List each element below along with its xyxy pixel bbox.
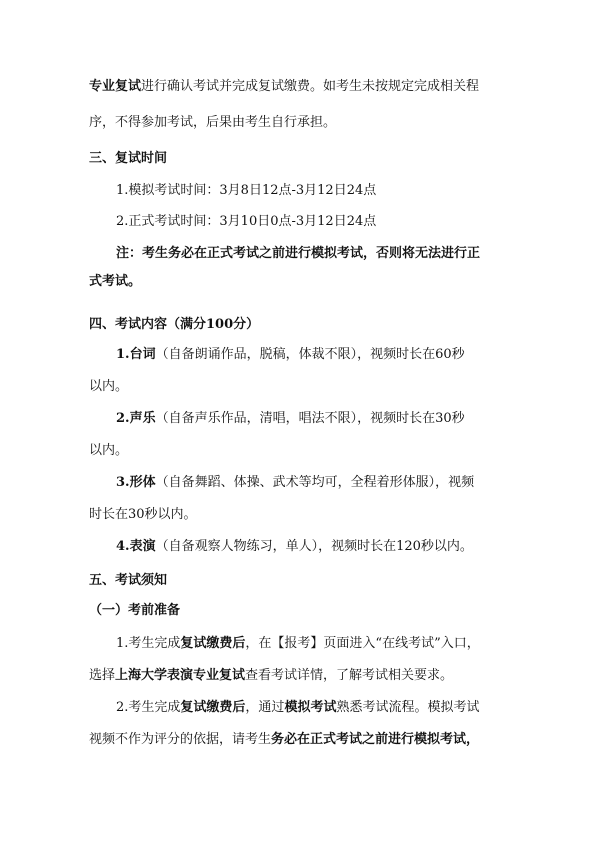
section-4-heading: 四、考试内容（满分100分） xyxy=(89,317,260,332)
s4-item-4 xyxy=(116,539,516,555)
text-run: ，通过 xyxy=(245,700,285,715)
s3-note-line-1: 注：考生务必在正式考试之前进行模拟考试，否则将无法进行正 xyxy=(116,246,481,261)
bold-phrase: 专业复试 xyxy=(89,79,142,94)
s4-item-3-line-2: 时长在30秒以内。 xyxy=(89,507,197,522)
section-5-heading: 五、考试须知 xyxy=(89,573,168,588)
s4-item-2-line-1 xyxy=(116,411,516,427)
item-title: 3.形体 xyxy=(116,475,156,490)
text-run: 视频不作为评分的依据，请考生 xyxy=(89,732,272,747)
item-text: （自备朗诵作品，脱稿，体裁不限），视频时长在60秒 xyxy=(155,347,465,362)
s4-item-1-line-1 xyxy=(116,347,516,363)
s5-para-2-line-1 xyxy=(116,700,516,716)
item-text: （自备声乐作品，清唱，唱法不限），视频时长在30秒 xyxy=(155,411,465,426)
s4-item-2-line-2: 以内。 xyxy=(89,443,129,458)
text-run: ，在【报考】页面进入“在线考试”入口， xyxy=(245,636,480,651)
s3-item-2: 2.正式考试时间：3月10日0点-3月12日24点 xyxy=(116,214,377,229)
item-title: 4.表演 xyxy=(116,539,156,554)
bold-phrase: 务必在正式考试之前进行模拟考试， xyxy=(271,732,480,747)
item-text: （自备舞蹈、体操、武术等均可，全程着形体服），视频 xyxy=(155,475,475,490)
s4-item-3-line-1 xyxy=(116,475,516,491)
s3-item-1: 1.模拟考试时间：3月8日12点-3月12日24点 xyxy=(116,183,377,198)
s5-para-2-line-2 xyxy=(89,732,509,748)
s5-para-1-line-1 xyxy=(116,636,516,652)
item-title: 1.台词 xyxy=(116,347,156,362)
s4-item-1-line-2: 以内。 xyxy=(89,379,129,394)
section-3-heading: 三、复试时间 xyxy=(89,151,168,166)
item-title: 2.声乐 xyxy=(116,411,156,426)
text-run: 熟悉考试流程。模拟考试 xyxy=(336,700,480,715)
bold-phrase: 上海大学表演专业复试 xyxy=(115,668,246,683)
s3-note-line-2: 式考试。 xyxy=(89,274,142,289)
bold-phrase: 复试缴费后 xyxy=(180,700,246,715)
para-1-line-2: 序，不得参加考试，后果由考生自行承担。 xyxy=(89,115,337,130)
item-text: （自备观察人物练习，单人），视频时长在120秒以内。 xyxy=(155,539,473,554)
bold-phrase: 复试缴费后 xyxy=(180,636,246,651)
text-run: 进行确认考试并完成复试缴费。如考生未按规定完成相关程 xyxy=(141,79,480,94)
text-run: 2.考生完成 xyxy=(116,700,181,715)
section-5-subheading: （一）考前准备 xyxy=(89,603,181,618)
para-1-line-1 xyxy=(89,79,509,95)
text-run: 1.考生完成 xyxy=(116,636,181,651)
bold-phrase: 模拟考试 xyxy=(284,700,337,715)
text-run: 选择 xyxy=(89,668,116,683)
s5-para-1-line-2 xyxy=(89,668,509,684)
text-run: 查看考试详情，了解考试相关要求。 xyxy=(245,668,454,683)
